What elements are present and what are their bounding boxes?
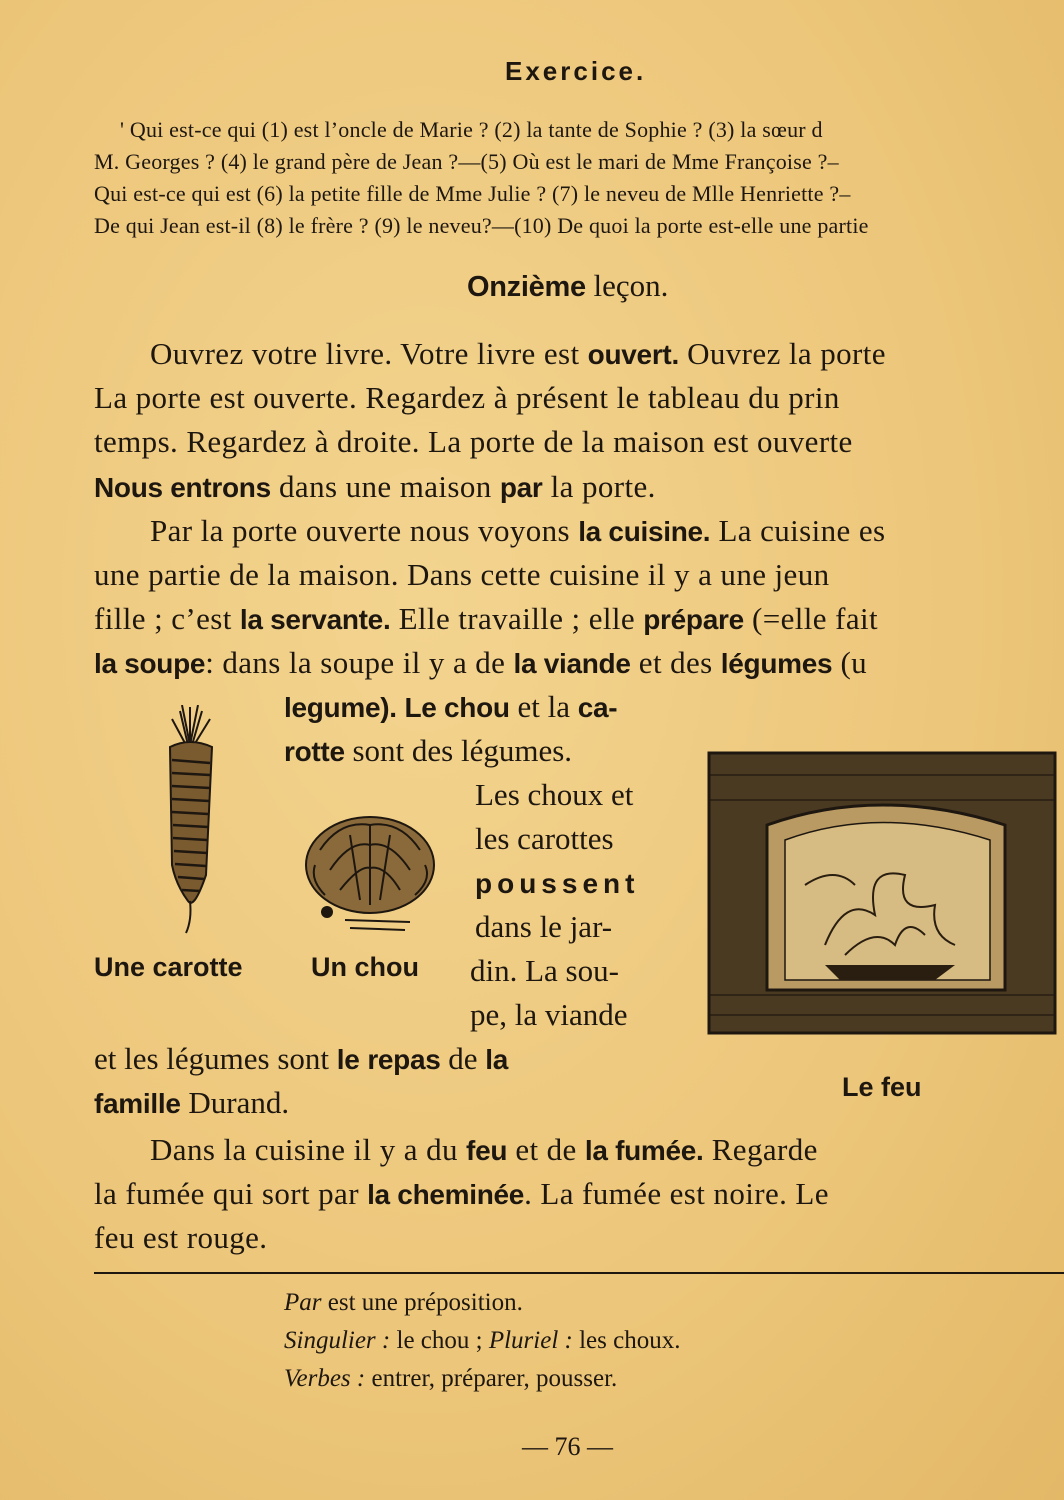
p1-line-3: temps. Regardez à droite. La porte de la maison est ouverte [94,424,853,459]
col-line-1 [284,689,617,725]
col-line-8: pe, la viande [470,997,628,1032]
bold-term: prépare [643,604,744,635]
p1-line-4 [94,469,656,505]
text: de [448,1041,478,1076]
lesson-title-rest: leçon. [593,268,669,303]
lesson-title-bold: Onzième [467,271,586,303]
col-line-6: dans le jar- [475,909,613,944]
col-line-7: din. La sou- [470,953,619,988]
exercise-line-1: ' Qui est-ce qui (1) est l’oncle de Marie ? (2) la tante de Sophie ? (3) la sœur d [120,117,823,142]
bold-term: repas [367,1044,441,1075]
carrot-illustration [150,705,230,940]
bold-term: Le chou [404,692,510,723]
p2-line-2: une partie de la maison. Dans cette cuisine il y a une jeun [94,557,830,592]
caption-carrot: Une carotte [94,952,243,982]
cabbage-illustration [300,810,440,940]
bold-term: ouvert. [587,339,679,370]
text: entrer, préparer, pousser. [371,1365,618,1392]
bold-term: la servante. [239,604,391,635]
exercise-line-2: M. Georges ? (4) le grand père de Jean ?—(5) Où est le mari de Mme Françoise ?– [94,149,839,174]
text: dans une maison [279,469,492,504]
text: Elle travaille ; elle [398,601,636,636]
col-line-4: les carottes [475,821,614,856]
p3-line-1 [150,1132,818,1168]
bold-term: Nous entrons [94,472,271,503]
col-line-5 [475,865,639,901]
bold-term: légumes [720,648,833,679]
text: Regarde [711,1132,818,1167]
text: le chou ; [396,1327,483,1354]
divider-rule [94,1272,1064,1274]
text: sont des légumes. [352,733,573,768]
p2-line-1 [150,513,885,549]
bold-term: famille [94,1088,181,1119]
exercise-line-3: Qui est-ce qui est (6) la petite fille de Mme Julie ? (7) le neveu de Mlle Henriette ?– [94,181,851,206]
col-line-9 [94,1041,508,1077]
fireplace-illustration [705,745,1060,1040]
bold-term: feu [466,1135,508,1166]
text: (=elle fait [752,601,879,636]
bold-term: la fumée. [584,1135,704,1166]
lesson-title [467,268,668,304]
bold-term: ca- [577,692,618,723]
text: fille ; c’est [94,601,232,636]
p3-line-3: feu est rouge. [94,1220,268,1255]
p1-line-2: La porte est ouverte. Regardez à présent le tableau du prin [94,380,840,415]
p2-line-3 [94,601,878,637]
text: Ouvrez la porte [687,336,886,371]
text: Par la porte ouverte nous voyons [150,513,571,548]
italic-term: Verbes : [284,1365,366,1392]
bold-term: la soupe [94,648,206,679]
bold-term: la [485,1044,509,1075]
text: les choux. [579,1327,681,1354]
text: Dans la cuisine il y a du [150,1132,458,1167]
text: et la [517,689,570,724]
italic-term: Singulier : [284,1327,391,1354]
grammar-line-1 [284,1289,523,1317]
text: Durand. [188,1085,290,1120]
grammar-line-2 [284,1327,680,1355]
bold-term: la cuisine. [578,516,711,547]
caption-cabbage: Un chou [311,952,419,982]
grammar-line-3 [284,1365,617,1393]
italic-term: Pluriel : [488,1327,573,1354]
bold-term: poussent [475,868,640,899]
text: Les choux [475,777,604,812]
p2-line-4 [94,645,867,681]
text: et de [515,1132,577,1167]
p3-line-2 [94,1176,829,1212]
text: Ouvrez votre livre. Votre livre est [150,336,580,371]
page-number: — 76 — [522,1432,613,1461]
exercise-line-4: De qui Jean est-il (8) le frère ? (9) le neveu?—(10) De quoi la porte est-elle une partie [94,213,869,238]
text: et des [638,645,713,680]
p1-line-1 [150,336,886,372]
text: La cuisine es [718,513,886,548]
col-line-10 [94,1085,289,1121]
bold-term: le [336,1044,360,1075]
text: : dans la soupe il y a de [205,645,506,680]
bold-term: la cheminée [367,1179,525,1210]
col-line-2 [284,733,572,769]
text: la porte. [550,469,656,504]
bold-term: par [499,472,543,503]
caption-fire: Le feu [842,1072,922,1102]
italic-term: Par [284,1289,322,1316]
bold-term: rotte [284,736,345,767]
bold-term: la viande [513,648,631,679]
text: et [611,777,634,812]
col-line-3 [475,777,633,813]
exercise-title: Exercice. [505,56,647,86]
text: est une préposition. [327,1289,523,1316]
bold-term: legume). [284,692,397,723]
text: et les légumes sont [94,1041,330,1076]
text: . La fumée est noire. Le [524,1176,829,1211]
text: (u [840,645,868,680]
text: la fumée qui sort par [94,1176,359,1211]
